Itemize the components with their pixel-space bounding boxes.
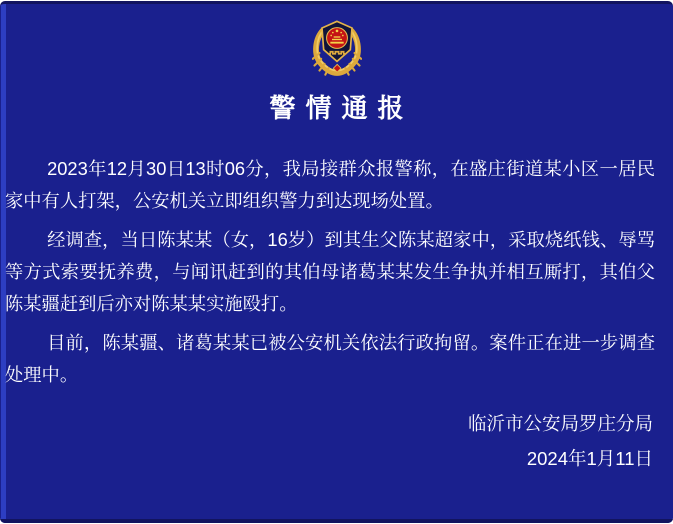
notice-title: 警情通报	[269, 93, 414, 123]
issuing-authority: 临沂市公安局罗庄分局	[467, 413, 653, 434]
notice-paragraph-2: 经调查，当日陈某某（女，16岁）到其生父陈某超家中，采取烧纸钱、辱骂等方式索要抚养费，与闻讯赶到的其伯母诸葛某某发生争执并相互厮打，其伯父陈某疆赶到后亦对陈某某实施殴打。	[5, 229, 655, 314]
notice-paragraph-3: 目前，陈某疆、诸葛某某已被公安机关依法行政拘留。案件正在进一步调查处理中。	[5, 332, 655, 385]
notice-signoff	[468, 406, 653, 476]
police-emblem-icon	[312, 18, 362, 78]
issue-date: 2024年1月11日	[526, 448, 653, 469]
notice-paragraph-1: 2023年12月30日13时06分，我局接群众报警称，在盛庄街道某小区一居民家中有人打架，公安机关立即组织警力到达现场处置。	[5, 158, 655, 211]
notice-body	[5, 153, 655, 391]
card-bottom-border	[0, 519, 673, 523]
notice-card	[0, 1, 673, 523]
